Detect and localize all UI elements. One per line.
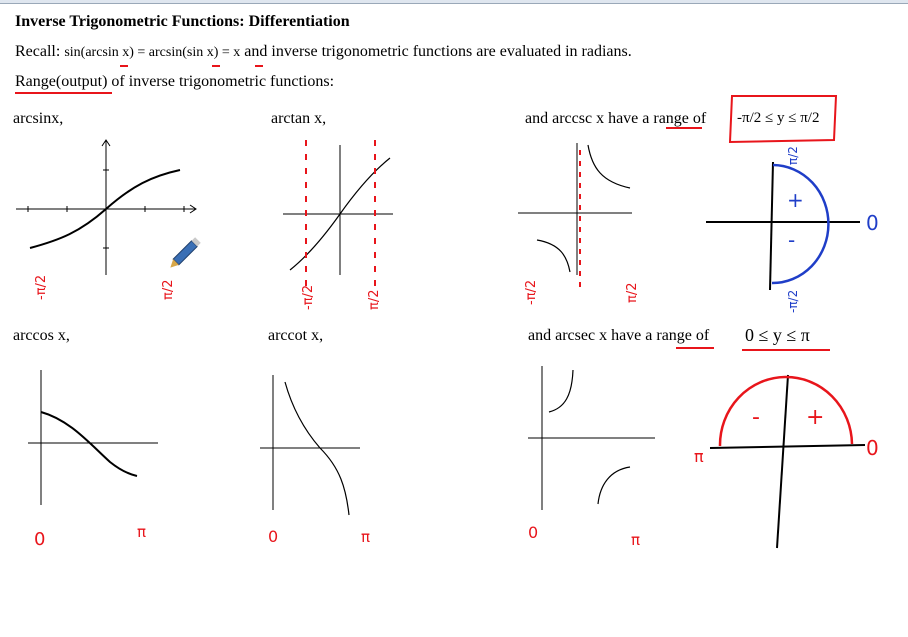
label-arccos: arccos x,	[13, 327, 70, 344]
annot-half-pi-2: π/2	[367, 289, 382, 310]
annot-minus-circle-2: -	[752, 405, 760, 430]
annot-neg-half-pi-3: -π/2	[524, 279, 539, 305]
graph-arccot	[260, 375, 360, 515]
graph-arccos	[28, 370, 158, 505]
annot-pi-circle: π	[694, 447, 704, 466]
annot-pi-1: π	[137, 523, 147, 541]
annot-neg-half-pi-1: -π/2	[34, 274, 49, 300]
annot-half-pi-1: π/2	[161, 279, 176, 300]
page-title: Inverse Trigonometric Functions: Differentiation	[15, 13, 350, 30]
annot-zero-2: 0	[268, 527, 279, 546]
label-arcsin: arcsinx,	[13, 110, 64, 127]
label-arctan: arctan x,	[271, 110, 327, 127]
annot-pi-2: π	[361, 528, 371, 546]
range-arccos-group: 0 ≤ y ≤ π	[745, 325, 810, 345]
recall-label: Recall:	[15, 43, 61, 60]
range-heading: Range(output) of inverse trigonometric functions:	[15, 73, 335, 90]
annotations-row2	[34, 405, 879, 550]
annot-neg-half-pi-2: -π/2	[301, 284, 316, 310]
label-arcsec-group: and arcsec x have a range of	[528, 327, 710, 344]
recall-identity: sin(arcsin x) = arcsin(sin x) = x	[64, 45, 241, 60]
annot-zero-1: 0	[34, 529, 46, 550]
annot-zero-3: 0	[528, 523, 539, 542]
label-arccsc-group: and arccsc x have a range of	[525, 110, 707, 127]
range-arcsin-group: -π/2 ≤ y ≤ π/2	[737, 110, 820, 126]
annot-half-pi-circle: π/2	[786, 146, 800, 165]
unit-circle-right	[706, 162, 860, 290]
graph-arcsin	[16, 140, 196, 275]
annot-zero-right: 0	[866, 211, 879, 235]
graph-arctan	[283, 140, 393, 290]
annot-plus-circle-2: +	[806, 405, 825, 430]
annot-zero-circle: 0	[866, 436, 879, 460]
annot-neg-half-pi-circle: -π/2	[786, 289, 800, 313]
annotations-row1	[34, 146, 879, 313]
label-arccot: arccot x,	[268, 327, 324, 344]
graph-arcsec	[528, 366, 655, 510]
annot-plus-circle: +	[787, 188, 804, 212]
recall-note: and inverse trigonometric functions are evaluated in radians.	[244, 43, 632, 60]
annot-pi-3: π	[631, 531, 641, 549]
annot-half-pi-3: π/2	[625, 282, 640, 303]
annot-minus-circle: -	[788, 228, 796, 252]
unit-circle-top	[710, 375, 865, 548]
pen-cursor-icon	[168, 237, 201, 270]
range-box	[730, 96, 836, 142]
graph-arccsc	[518, 143, 632, 290]
